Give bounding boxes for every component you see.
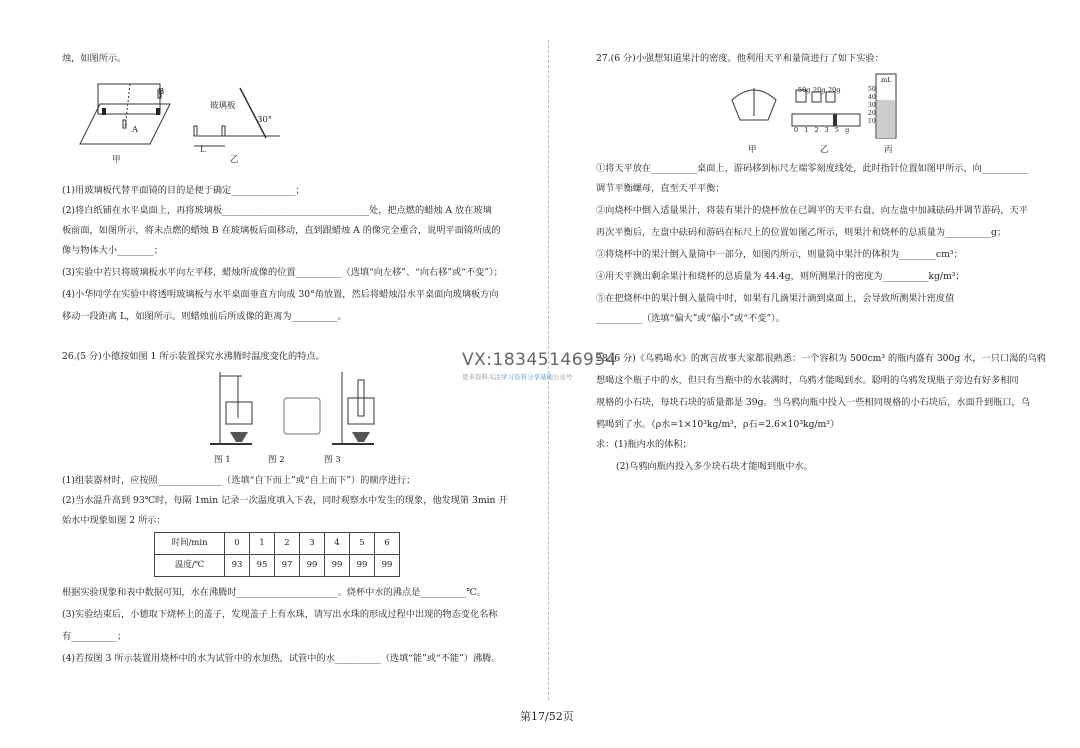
label-yi: 乙: [230, 155, 239, 165]
q25-3: (3)实验中若只将玻璃板水平向左平移，蜡烛所成像的位置__________（选填“向左移”、“向右移”或“不变”）；: [62, 267, 503, 278]
q28-d: 鸦喝到了水。（ρ水=1×10³kg/m³，ρ石=2.6×10³kg/m³）: [596, 419, 840, 430]
weight-20g-b: 20g: [828, 86, 841, 94]
watermark-sub-highlight: 学习资料分享基地: [501, 373, 553, 381]
label-bing: 丙: [884, 145, 893, 155]
angle-label: 30°: [257, 115, 273, 125]
glass-label: 玻璃板: [210, 101, 236, 111]
watermark-main: VX:18345146954: [462, 350, 617, 370]
mark-l: L: [200, 145, 206, 155]
q25-1: (1)用玻璃板代替平面镜的目的是便于确定______________；: [62, 185, 305, 196]
scale-num: 50: [868, 86, 876, 93]
time-cell: 3: [300, 533, 325, 555]
time-cell: 1: [250, 533, 275, 555]
q25-4a: (4)小华同学在实验中将透明玻璃板与水平桌面垂直方向成 30°角放置，然后将蜡烛沿水平桌面向玻璃板方向: [62, 289, 499, 300]
mark-a: A: [132, 125, 139, 135]
q26-head: 26.(5 分)小德按如图 1 所示装置探究水沸腾时温度变化的特点。: [62, 351, 325, 362]
watermark-sub-post: 公众号: [553, 373, 573, 381]
scale-num: 10: [868, 118, 876, 125]
q25-2a: (2)将白纸铺在水平桌面上，再将玻璃板________________________________处，把点燃的蜡烛 A 放在玻璃: [62, 205, 492, 216]
time-cell: 4: [325, 533, 350, 555]
q27-1a: ①将天平放在__________桌面上，游码移到标尺左端零刻度线处，此时指针位置如图甲所示，向__________: [596, 163, 1028, 174]
q27-4: ④用天平测出剩余果汁和烧杯的总质量为 44.4g，则所测果汁的密度为__________kg/m³；: [596, 271, 965, 282]
q25-4b: 移动一段距离 L，如图所示。则蜡烛前后所成像的距离为__________。: [62, 311, 347, 322]
q27-5b: __________（选填“偏大”或“偏小”或“不变”）。: [596, 313, 785, 324]
label-jia: 甲: [112, 155, 121, 165]
table-row: [155, 533, 400, 555]
mirror-experiment-figure: [70, 76, 280, 166]
q25-2b: 板前面，如图所示，将未点燃的蜡烛 B 在玻璃板后面移动，直到跟蜡烛 A 的像完全重合，说明平面镜所成的: [62, 225, 501, 236]
temp-cell: 99: [375, 555, 400, 577]
page-number: 第17/52页: [520, 710, 574, 723]
ml-label: mL: [881, 76, 892, 84]
fig2-label: 图 2: [268, 455, 285, 465]
q27-5a: ⑤在把烧杯中的果汁倒入量筒中时，如果有几滴果汁滴到桌面上，会导致所测果汁密度值: [596, 293, 955, 304]
q28-ask2: (2)乌鸦向瓶内投入多少块石块才能喝到瓶中水。: [616, 461, 813, 472]
ruler-num: 1: [804, 126, 809, 134]
label-yi: 乙: [820, 145, 829, 155]
watermark-sub: [462, 372, 618, 381]
mark-b: B: [158, 87, 165, 97]
label-jia: 甲: [748, 145, 757, 155]
time-cell: 6: [375, 533, 400, 555]
temp-cell: 99: [325, 555, 350, 577]
temp-cell: 99: [300, 555, 325, 577]
time-header: 时间/min: [155, 533, 225, 555]
ruler-num: 2: [814, 126, 819, 134]
scale-num: 30: [868, 102, 876, 109]
scale-num: 20: [868, 110, 876, 117]
temp-header: 温度/℃: [155, 555, 225, 577]
q26-3b: 有__________；: [62, 631, 127, 642]
weight-50g: 50g: [798, 86, 811, 94]
cylinder-scale: [868, 86, 876, 126]
q27-head: 27.(6 分)小强想知道果汁的密度。他利用天平和量筒进行了如下实验：: [596, 53, 884, 64]
scale-num: 40: [868, 94, 876, 101]
text-fragment: 烛，如图所示。: [62, 53, 127, 64]
boiling-apparatus-figure: [202, 368, 422, 452]
time-cell: 2: [275, 533, 300, 555]
ruler-scale: [794, 124, 849, 137]
fig1-label: 图 1: [214, 455, 231, 465]
q28-c: 规格的小石块，每块石块的质量都是 39g。当乌鸦向瓶中投入一些相同规格的小石块后，水面升到瓶口，乌: [596, 397, 1030, 408]
q28-b: 想喝这个瓶子中的水，但只有当瓶中的水装满时，乌鸦才能喝到水。聪明的乌鸦发现瓶子旁边有好多相同: [596, 375, 1019, 386]
q27-1b: 调节平衡螺母，直至天平平衡；: [596, 183, 725, 194]
ruler-num: 0: [794, 126, 799, 134]
temp-cell: 93: [225, 555, 250, 577]
time-cell: 0: [225, 533, 250, 555]
q28-ask: 求：(1)瓶内水的体积；: [596, 439, 692, 450]
watermark-sub-pre: 更多资料关注: [462, 373, 501, 381]
fig3-label: 图 3: [324, 455, 341, 465]
weight-20g-a: 20g: [813, 86, 826, 94]
temp-cell: 99: [350, 555, 375, 577]
temperature-table: [154, 532, 400, 577]
watermark: [462, 350, 618, 398]
ruler-num: g: [845, 126, 850, 134]
q27-2b: 再次平衡后，左盘中砝码和游码在标尺上的位置如图乙所示，则果汁和烧杯的总质量为__________g；: [596, 227, 1007, 238]
q27-3: ③将烧杯中的果汁倒入量筒中一部分，如图丙所示，则量筒中果汁的体积为________cm³；: [596, 249, 963, 260]
temp-cell: 95: [250, 555, 275, 577]
q26-4: (4)若按图 3 所示装置用烧杯中的水为试管中的水加热，试管中的水__________（选填“能”或“不能”）沸腾。: [62, 653, 501, 664]
temp-cell: 97: [275, 555, 300, 577]
q26-2c: 根据实验现象和表中数据可知，水在沸腾时______________________。烧杯中水的沸点是__________℃。: [62, 587, 486, 598]
q26-3a: (3)实验结束后，小德取下烧杯上的盖子，发现盖子上有水珠，请写出水珠的形成过程中出现的物态变化名称: [62, 609, 498, 620]
time-cell: 5: [350, 533, 375, 555]
ruler-num: 3: [824, 126, 829, 134]
table-row: [155, 555, 400, 577]
q26-1: (1)组装器材时，应按照______________（选填“自下而上”或“自上而下”）的顺序进行；: [62, 475, 416, 486]
q28-a: 28.(6 分)《乌鸦喝水》的寓言故事大家都很熟悉：一个容积为 500cm³ 的瓶内盛有 300g 水，一只口渴的乌鸦: [596, 353, 1046, 364]
q26-2a: (2)当水温升高到 93℃时，每隔 1min 记录一次温度填入下表，同时观察水中发生的现象，他发现第 3min 开: [62, 495, 508, 506]
q25-2c: 像与物体大小________；: [62, 245, 164, 256]
ruler-num: 5: [834, 126, 840, 134]
q26-2b: 始水中现象如图 2 所示：: [62, 515, 166, 526]
q27-2a: ②向烧杯中倒入适量果汁，将装有果汁的烧杯放在已调平的天平右盘，向左盘中加减砝码并调节游码，天平: [596, 205, 1028, 216]
